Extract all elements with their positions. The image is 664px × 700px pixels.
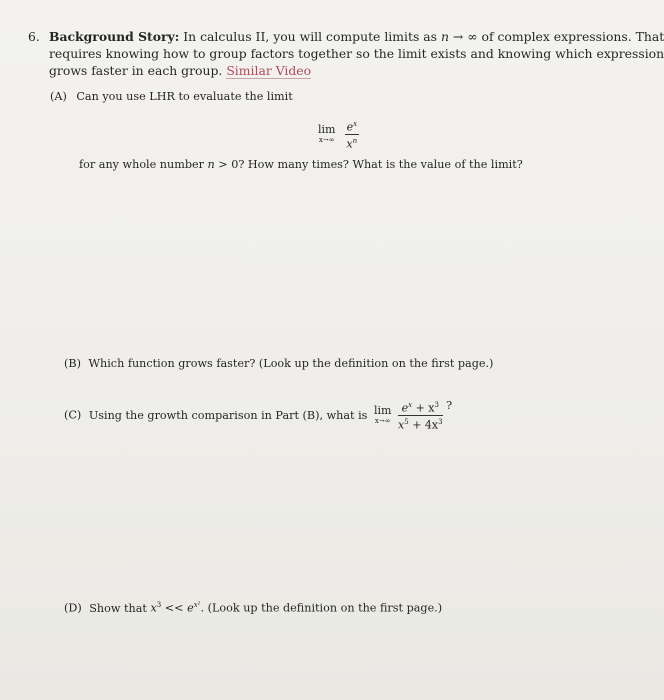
- part-a-label: (A): [50, 90, 67, 103]
- part-a-followup: for any whole number n > 0? How many times? What is the value of the limit?: [79, 158, 523, 171]
- part-c-question-mark: ?: [446, 399, 453, 412]
- part-c-prompt: [64, 399, 452, 431]
- problem-heading: Background Story:: [49, 29, 180, 44]
- problem-intro-line-1: [49, 28, 664, 45]
- problem-arrow-infinity: → ∞: [452, 29, 478, 44]
- part-b-text: Which function grows faster? (Look up the definition on the first page.): [88, 357, 494, 370]
- problem-number: 6.: [28, 29, 40, 44]
- part-a-limit-expression: [318, 118, 359, 152]
- part-c-text: Using the growth comparison in Part (B), what is: [88, 408, 368, 422]
- part-c-fraction: $\frac{e^x + x^3}{x^5 + 4x^3}$: [398, 401, 443, 432]
- part-a-prompt: [50, 90, 293, 103]
- part-b-prompt: [64, 357, 493, 370]
- part-c-label: (C): [64, 408, 82, 422]
- problem-line1-tail: of complex expressions. That: [481, 29, 664, 44]
- part-c-lim-sub: x→∞: [374, 416, 391, 425]
- part-b-label: (B): [64, 357, 81, 370]
- problem-intro-line-3: grows faster in each group. Similar Video: [49, 63, 312, 78]
- part-a-fraction: $\frac{e^x}{x^n}$: [346, 120, 358, 151]
- problem-var-n: n: [440, 29, 449, 44]
- part-a-lim: lim: [318, 122, 336, 136]
- problem-line1-text: In calculus II, you will compute limits as: [183, 29, 437, 44]
- similar-video-link[interactable]: Similar Video: [226, 63, 312, 78]
- problem-intro-line-2: requires knowing how to group factors together so the limit exists and knowing which expression: [49, 46, 664, 61]
- part-d-label: (D): [64, 601, 82, 615]
- part-c-lim: lim: [373, 403, 392, 417]
- part-a-text: Can you use LHR to evaluate the limit: [76, 90, 293, 103]
- part-a-lim-sub: x→∞: [318, 135, 335, 144]
- part-d-prompt: (D) Show that $x^3 << e^{x^2}$. (Look up the definition on the first page.): [64, 601, 443, 615]
